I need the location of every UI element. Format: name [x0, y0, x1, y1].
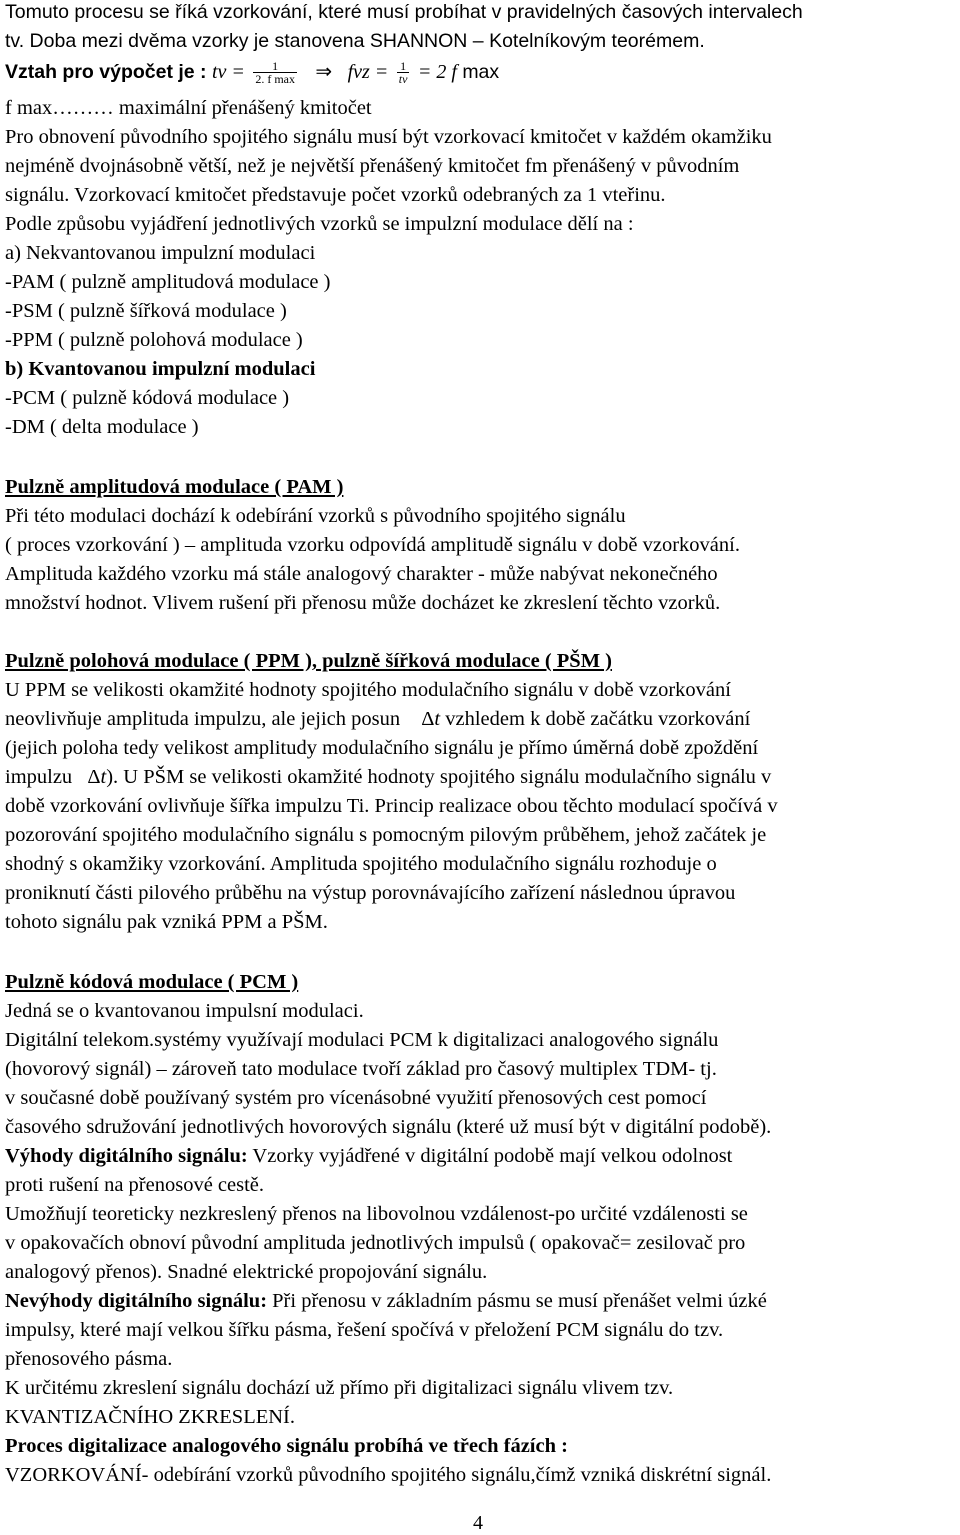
text-line: f max……… maximální přenášený kmitočet — [5, 97, 372, 119]
text-line: Pro obnovení původního spojitého signálu musí být vzorkovací kmitočet v každém okamžiku — [5, 126, 772, 148]
text-line: -PSM ( pulzně šířková modulace ) — [5, 300, 287, 322]
text-line: KVANTIZAČNÍHO ZKRESLENÍ. — [5, 1406, 296, 1428]
text-line: ( proces vzorkování ) – amplituda vzorku odpovídá amplitudě signálu v době vzorkování. — [5, 534, 740, 556]
text-line: době vzorkování ovlivňuje šířka impulzu Ti. Princip realizace obou těchto modulací spočívá v — [5, 795, 778, 817]
text-line: množství hodnot. Vlivem rušení při přenosu může docházet ke zkreslení těchto vzorků. — [5, 592, 721, 614]
text-line: Tomuto procesu se říká vzorkování, které musí probíhat v pravidelných časových intervalech — [5, 1, 803, 23]
text-line: -DM ( delta modulace ) — [5, 416, 199, 438]
text-line: a) Nekvantovanou impulzní modulaci — [5, 242, 316, 264]
formula-label: Vztah pro výpočet je : — [5, 61, 207, 83]
text-line: Umožňují teoreticky nezkreslený přenos na libovolnou vzdálenost-po určité vzdálenosti se — [5, 1203, 748, 1225]
delta-symbol: Δ — [421, 708, 435, 730]
text-line: b) Kvantovanou impulzní modulaci — [5, 358, 316, 380]
text-line: shodný s okamžiky vzorkování. Amplituda spojitého modulačního signálu rozhoduje o — [5, 853, 717, 875]
text-line: K určitému zkreslení signálu dochází už přímo při digitalizaci signálu vlivem tzv. — [5, 1377, 674, 1399]
text-line: tv. Doba mezi dvěma vzorky je stanovena SHANNON – Kotelníkovým teorémem. — [5, 30, 705, 52]
text-line: (hovorový signál) – zároveň tato modulace tvoří základ pro časový multiplex TDM- tj. — [5, 1058, 717, 1080]
text-line: Digitální telekom.systémy využívají modulaci PCM k digitalizaci analogového signálu — [5, 1029, 719, 1051]
advantages-label: Výhody digitálního signálu: — [5, 1145, 248, 1167]
text-line: časového sdružování jednotlivých hovorových signálu (které už musí být v digitální podobě). — [5, 1116, 772, 1138]
text-line: impulsy, které mají velkou šířku pásma, řešení spočívá v přeložení PCM signálu do tzv. — [5, 1319, 724, 1341]
formula-fvz: fvz = — [347, 61, 389, 83]
text-line: Podle způsobu vyjádření jednotlivých vzorků se impulzní modulace dělí na : — [5, 213, 634, 235]
text-line: Proces digitalizace analogového signálu probíhá ve třech fázích : — [5, 1435, 568, 1457]
fraction: $\frac{1}{tv}$ — [398, 59, 408, 87]
section-heading-ppm: Pulzně polohová modulace ( PPM ), pulzně šířková modulace ( PŠM ) — [5, 650, 613, 672]
implies-symbol: ⇒ — [315, 61, 333, 83]
formula-tv: tv = — [211, 61, 245, 83]
text-line: Jedná se o kvantovanou impulsní modulaci. — [5, 1000, 364, 1022]
formula-max: max — [462, 61, 500, 83]
text-line: Nevýhody digitálního signálu: Při přenosu v základním pásmu se musí přenášet velmi úzké — [5, 1290, 767, 1312]
disadvantages-label: Nevýhody digitálního signálu: — [5, 1290, 268, 1312]
text-line: impulzu Δt). U PŠM se velikosti okamžité hodnoty spojitého signálu modulačního signálu v — [5, 766, 772, 788]
text-line: pozorování spojitého modulačního signálu s pomocným pilovým průběhem, jehož začátek je — [5, 824, 767, 846]
text-line: -PCM ( pulzně kódová modulace ) — [5, 387, 290, 409]
fraction: $\frac{1}{\text{2. f max}}$ — [255, 59, 295, 87]
text-line: U PPM se velikosti okamžité hodnoty spojitého modulačního signálu v době vzorkování — [5, 679, 731, 701]
text-line: Výhody digitálního signálu: Vzorky vyjádřené v digitální podobě mají velkou odolnost — [5, 1145, 733, 1167]
text-line: Amplituda každého vzorku má stále analogový charakter - může nabývat nekonečného — [5, 563, 718, 585]
formula-line — [5, 60, 499, 85]
text-line: analogový přenos). Snadné elektrické propojování signálu. — [5, 1261, 488, 1283]
section-heading-pcm: Pulzně kódová modulace ( PCM ) — [5, 971, 299, 993]
delta-symbol: Δ — [87, 766, 101, 788]
text-line: Při této modulaci dochází k odebírání vzorků s původního spojitého signálu — [5, 505, 626, 527]
text-line: neovlivňuje amplituda impulzu, ale jejich posun Δt vzhledem k době začátku vzorkování — [5, 708, 751, 730]
text-line: VZORKOVÁNÍ- odebírání vzorků původního spojitého signálu,čímž vzniká diskrétní signál. — [5, 1464, 772, 1486]
text-line: přenosového pásma. — [5, 1348, 173, 1370]
text-line: (jejich poloha tedy velikost amplitudy modulačního signálu je přímo úměrná době zpoždění — [5, 737, 759, 759]
text-line: v opakovačích obnoví původní amplituda jednotlivých impulsů ( opakovač= zesilovač pro — [5, 1232, 746, 1254]
text-line: -PPM ( pulzně polohová modulace ) — [5, 329, 303, 351]
text-line: nejméně dvojnásobně větší, než je největší přenášený kmitočet fm přenášený v původním — [5, 155, 740, 177]
text-line: -PAM ( pulzně amplitudová modulace ) — [5, 271, 331, 293]
text-line: tohoto signálu pak vzniká PPM a PŠM. — [5, 911, 328, 933]
text-line: proti rušení na přenosové cestě. — [5, 1174, 265, 1196]
text-line: v současné době používaný systém pro vícenásobné využití přenosových cest pomocí — [5, 1087, 707, 1109]
text-line: proniknutí části pilového průběhu na výstup porovnávajícího zařízení následnou úpravou — [5, 882, 736, 904]
section-heading-pam: Pulzně amplitudová modulace ( PAM ) — [5, 476, 344, 498]
formula-rest: = 2 f — [417, 61, 457, 83]
text-line: signálu. Vzorkovací kmitočet představuje počet vzorků odebraných za 1 vteřinu. — [5, 184, 666, 206]
page-number: 4 — [473, 1512, 483, 1534]
